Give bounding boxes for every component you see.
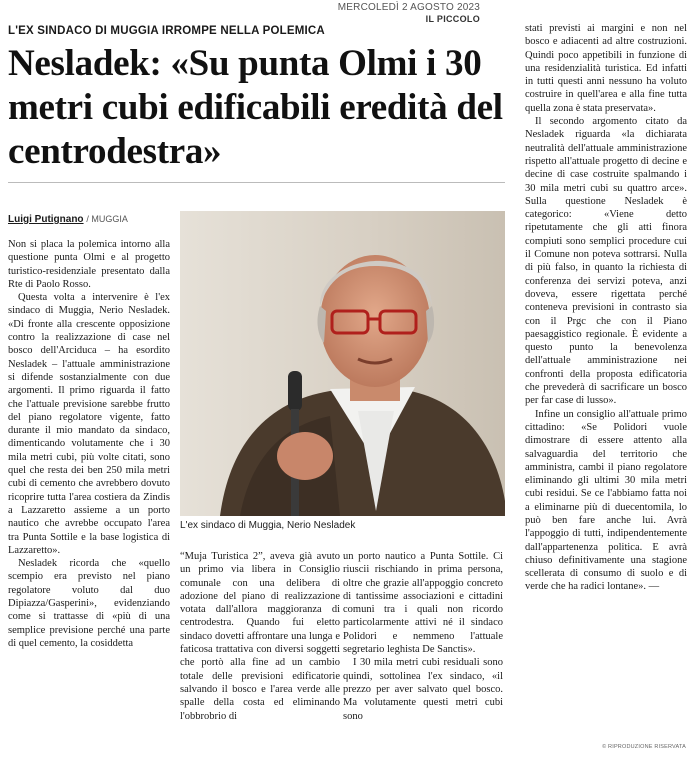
article-headline: Nesladek: «Su punta Olmi i 30 metri cubi edificabili eredità del centrodestra»: [8, 43, 503, 172]
paragraph: Infine un consiglio all'attuale primo cittadino: «Se Polidori vuole dimostrare di essere attento alla salvaguardia del territorio che amministra, cambi il piano regolatore eliminando gli ultimi 30 mila metri cubi residui. Se ce l'abbiamo fatta noi a eliminarne più di duecentomila, lo può ben fare anche lui. Avrà l'appoggio di tutti, indipendentemente dall'appartenenza politica. E avrà chiuso definitivamente una stagione scellerata di consumo di suolo e di verde che ha radici lontane». —: [525, 408, 687, 593]
article-column-4: [525, 22, 687, 594]
paragraph: Nesladek ricorda che «quello scempio era previsto nel piano regolatore voluto dal duo Dipiazza/Gasperini», evidenziando come si trattasse di «più di una semplice previsione perché una parte di quel cemento, la cosiddetta: [8, 558, 170, 649]
newspaper-name: IL PICCOLO: [425, 14, 480, 24]
paragraph: stati previsti ai margini e non nel bosco e adiacenti ad altre costruzioni. Quindi poco appetibili in funzione di una residenzialità turistica. Ed infatti in tutti questi anni nessuno ha voluto costruire in quell'area e alla fine tutta quella zona è stata preservata».: [525, 23, 687, 114]
article-kicker: L'EX SINDACO DI MUGGIA IRROMPE NELLA POLEMICA: [8, 25, 325, 37]
paragraph: un porto nautico a Punta Sottile. Ci riuscii rischiando in prima persona, oltre che grazie all'appoggio concreto di tantissime associazioni e cittadini comuni tra i quali non ricordo particolarmente attivi né il sindaco Polidori e nemmeno l'attuale segretario leghista De Sanctis».: [343, 551, 503, 656]
article-column-1: [8, 238, 170, 650]
paragraph: “Muja Turistica 2”, aveva già avuto un primo via libera in Consiglio comunale con una delibera di adozione del piano di realizzazione votata dall'allora maggioranza di centrodestra. Quando fui eletto sindaco dovetti affrontare una lunga e faticosa trattativa con diversi soggetti che portò alla fine ad un cambio totale delle previsioni edificatorie salvando il bosco e l'area verde alle spalle della costa ed eliminando l'obbrobrio di: [180, 551, 340, 722]
author-name: Luigi Putignano: [8, 214, 84, 225]
paragraph: I 30 mila metri cubi residuali sono quindi, sottolinea l'ex sindaco, «il prezzo per aver salvato quel bosco. Ma volutamente questi metri cubi sono: [343, 657, 503, 722]
byline: [8, 214, 128, 225]
issue-date: MERCOLEDÌ 2 AGOSTO 2023: [337, 2, 480, 13]
paragraph: Il secondo argomento citato da Nesladek riguarda «la dichiarata neutralità dell'attuale amministrazione rispetto all'attuale progetto di decine e decine di case costruite spalmando i 30 mila metri cubi su quattro arce». Sulla questione Nesladek è categorico: «Viene detto ripetutamente che gli atti finora compiuti sono semplici procedure cui il Comune non poteva sottrarsi. Nulla di più falso, in quanto la richiesta di conferenza dei servizi poteva, anzi doveva, essere rigettata perché conteneva previsioni in contrasto sia con il Prgc che con il Piano paesaggistico regionale. È evidente a questo punto la benevolenza dell'attuale amministrazione nei confronti della proposta edificatoria che prevederà di sacrificare un bosco per far case di lusso».: [525, 116, 687, 407]
photo-caption: L'ex sindaco di Muggia, Nerio Nesladek: [180, 520, 356, 531]
copyright-notice: © RIPRODUZIONE RISERVATA: [602, 744, 686, 750]
headline-divider: [8, 182, 505, 183]
byline-place: / MUGGIA: [86, 214, 128, 224]
article-column-3: [343, 550, 503, 723]
paragraph: Non si placa la polemica intorno alla questione punta Olmi e al progetto turistico-residenziale presentato dalla Rte di Paolo Rosso.: [8, 239, 170, 290]
article-column-2: [180, 550, 340, 723]
portrait-illustration: [180, 211, 505, 516]
article-photo: [180, 211, 505, 516]
paragraph: Questa volta a intervenire è l'ex sindaco di Muggia, Nerio Nesladek. «Di fronte alla crescente opposizione contro la realizzazione di case nel bosco dell'Arciduca – ha esordito Nesladek – l'attuale amministrazione si difende sostanzialmente con due argomenti. Il primo riguarda il fatto che l'attuale previsione sarebbe frutto del piano regolatore vigente, fatto durante il mio mandato da sindaco, dimenticando volutamente che i 30 mila metri cubi, più volte citati, sono quel che resta dei ben 250 mila metri cubi di cemento che avrebbero dovuto ricoprire tutta l'area costiera da Zindis a Lazzaretto assieme a un porto nautico che avrebbe occupato l'area tra Punta Sottile e la base logistica di Lazzaretto».: [8, 292, 170, 556]
